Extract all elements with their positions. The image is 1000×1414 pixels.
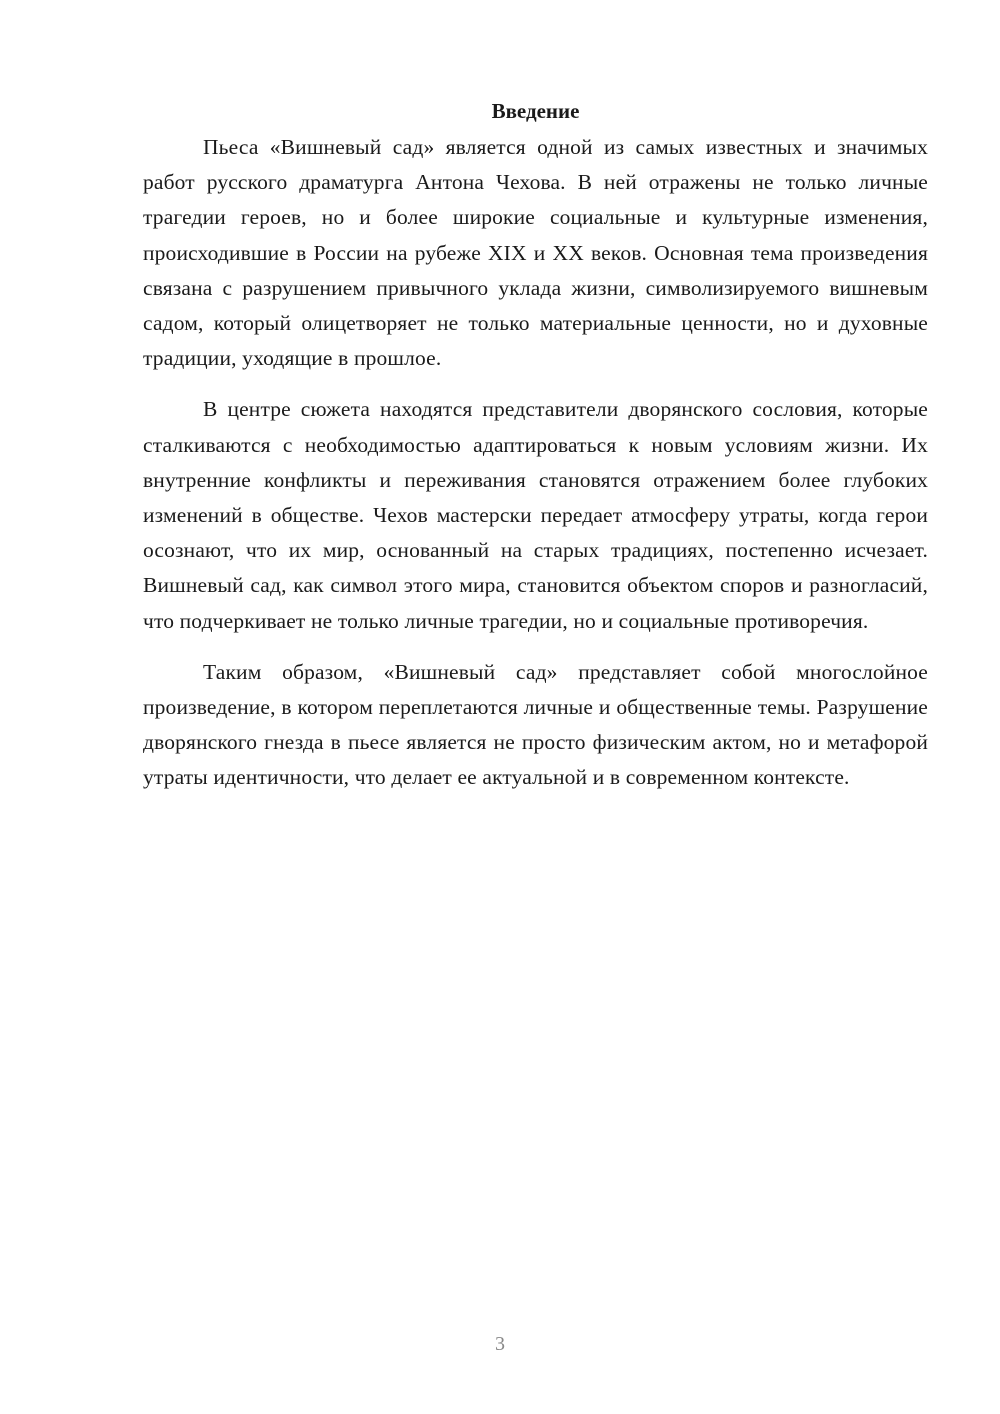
page-number: 3 xyxy=(495,1333,505,1355)
section-title: Введение xyxy=(491,99,580,123)
paragraph-1: Пьеса «Вишневый сад» является одной из самых известных и значимых работ русского драматурга Антона Чехова. В ней отражены не только личные трагедии героев, но и более широкие социальные и культурные изменения, происходившие в России на рубеже XIX и XX веков. Основная тема произведения связана с разрушением привычного уклада жизни, символизируемого вишневым садом, который олицетворяет не только материальные ценности, но и духовные традиции, уходящие в прошлое. xyxy=(143,135,928,371)
paragraph-2: В центре сюжета находятся представители дворянского сословия, которые сталкиваются с необходимостью адаптироваться к новым условиям жизни. Их внутренние конфликты и переживания становятся отражением более глубоких изменений в обществе. Чехов мастерски передает атмосферу утраты, когда герои осознают, что их мир, основанный на старых традициях, постепенно исчезает. Вишневый сад, как символ этого мира, становится объектом споров и разногласий, что подчеркивает не только личные трагедии, но и социальные противоречия. xyxy=(143,397,928,633)
page-content xyxy=(143,96,928,812)
paragraph-3: Таким образом, «Вишневый сад» представляет собой многослойное произведение, в котором переплетаются личные и общественные темы. Разрушение дворянского гнезда в пьесе является не просто физическим актом, но и метафорой утраты идентичности, что делает ее актуальной и в современном контексте. xyxy=(143,659,928,790)
